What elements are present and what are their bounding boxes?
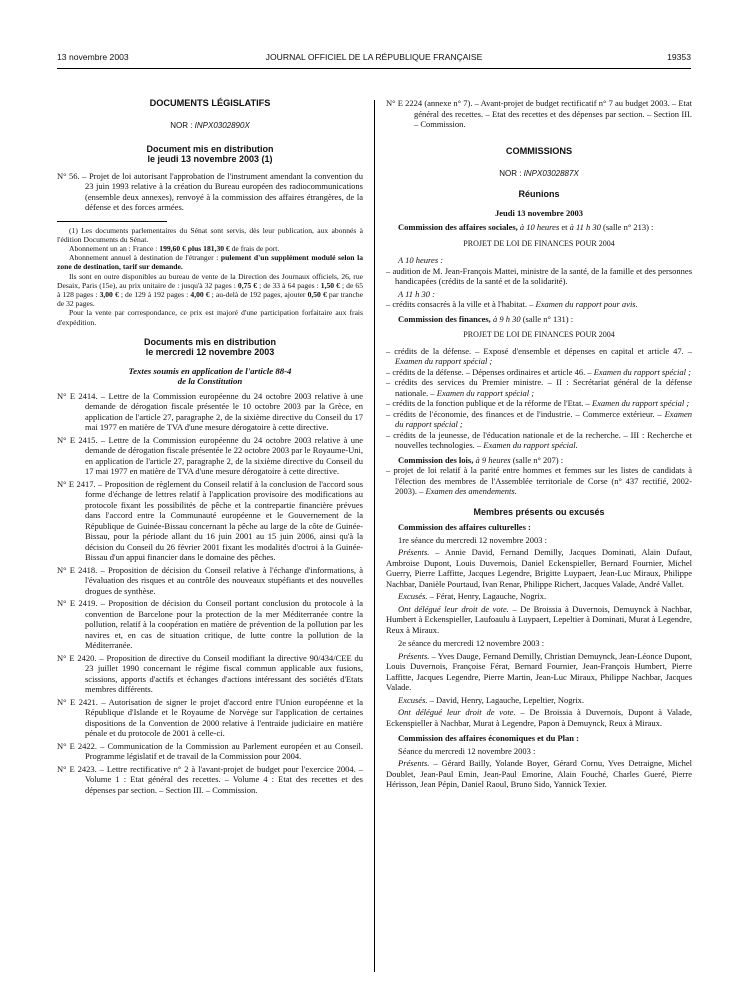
textes-heading-line: de la Constitution: [177, 375, 243, 386]
list-label: Excusés.: [398, 694, 428, 705]
commission-name: Commission des lois,: [398, 454, 476, 465]
distribution-heading-line: le mercredi 12 novembre 2003: [145, 347, 275, 358]
commission-affaires-sociales: [386, 222, 692, 233]
entry-text: Proposition de décision du Conseil relative à l'échange d'informations, à l'évaluation des risques et au contrôle des nouveaux stupéfiants et des nouvelles drogues de synthèse.: [85, 564, 364, 596]
agenda-item-text: – crédits consacrés à la ville et à l'habitat. –: [386, 299, 536, 309]
agenda-item: [386, 367, 692, 378]
list-label: Ont délégué leur droit de vote.: [398, 707, 516, 717]
agenda-item: [386, 465, 692, 497]
commission-lois: [386, 455, 692, 466]
header-date: 13 novembre 2003: [57, 52, 129, 62]
entry-text: Proposition de décision du Conseil portant conclusion du protocole à la convention de Barcelone pour la protection de la mer Méditerranée contre la pollution, relatif à la coopération en matière de prévention de la pollution par les navires et, en cas de situation critique, de lutte contre la pollution de la Méditerranée.: [85, 598, 364, 651]
meeting-date: Jeudi 13 novembre 2003: [495, 207, 583, 218]
presents-list: [386, 651, 692, 693]
agenda-item-note: Examen du rapport spécial ;: [591, 398, 690, 408]
agenda-item: [386, 346, 692, 367]
textes-heading-line: Textes soumis en application de l'article 88-4: [128, 365, 292, 376]
footnote-line: Pour la vente par correspondance, ce prix est majoré d'une participation forfaitaire aux frais d'expédition.: [57, 308, 363, 327]
entry-number: N° E 2414. –: [57, 390, 106, 401]
documents-legislatifs-title: DOCUMENTS LÉGISLATIFS: [149, 98, 271, 108]
entry-e2415: [57, 435, 363, 477]
list-label: Présents.: [398, 650, 430, 661]
entry-text: Lettre de la Commission européenne du 24 octobre 2003 relative à une demande de dérogation fiscale présentée le 10 octobre 2003 par la Grèce, en application de l'article 27, paragraphe 2, de la sixième directive du Conseil du 17 mai 1977 en matière de TVA d'une mesure dérogatoire à cette directive.: [85, 390, 364, 433]
delegue-list: [386, 604, 692, 636]
meeting-time: à 9 heures: [475, 454, 511, 465]
footnote-line: [57, 272, 363, 309]
footnote-price: 199,60 € plus 181,30 €: [159, 243, 230, 253]
agenda-item-note: Examen du rapport spécial ;: [436, 387, 535, 398]
distribution-heading-line: le jeudi 13 novembre 2003 (1): [147, 154, 273, 164]
footnote-text: Ils sont en outre disponibles au bureau de vente de la Direction des Journaux officiels, 26, rue Desaix, Paris (15e), au prix unitaire de : jusqu'à 32 pages :: [57, 271, 363, 290]
distribution-heading-line: Document mis en distribution: [146, 143, 274, 154]
agenda-item: [386, 398, 692, 409]
meeting-time: à 10 heures: [519, 222, 560, 232]
entry-text: Autorisation de signer le projet d'accord entre l'Union européenne et la République d'Islande et le Royaume de Norvège sur l'application de certaines dispositions de la Convention de 2000 relative à l'entraide judiciaire en matière pénale et du protocole de 2001 à celle-ci.: [85, 696, 363, 739]
entry-text: Communication de la Commission au Parlement européen et au Conseil. Programme législatif et de travail de la Commission pour 2004.: [85, 740, 363, 762]
entry-text: (annexe n° 7). – Avant-projet de budget rectificatif n° 7 au budget 2003. – Etat général des recettes. – Etat des recettes et des dépenses par section. – Section III. – Commission.: [414, 98, 693, 129]
list-label: Ont délégué leur droit de vote.: [398, 603, 509, 614]
footnote-price: 4,00 €: [190, 289, 210, 299]
footnote-rule: [57, 221, 167, 222]
agenda-item-note: Examen du rapport spécial ;: [395, 408, 692, 429]
time-label: [386, 289, 692, 300]
footnote-price: 0,75 €: [237, 280, 258, 290]
header-title: JOURNAL OFFICIEL DE LA RÉPUBLIQUE FRANÇAISE: [265, 52, 483, 62]
header-rule: [57, 68, 691, 69]
finances-agenda: [386, 346, 692, 451]
agenda-item-text: – crédits de la fonction publique et de la réforme de l'Etat. –: [386, 398, 592, 408]
footnote-bold: pulement d'un supplément modulé selon la zone de destination, tarif sur demande.: [57, 253, 363, 272]
nor-label: NOR :: [170, 121, 195, 130]
excuses-list: [386, 695, 692, 706]
entry-e2419: [57, 598, 363, 651]
footnote-text: ; de 33 à 64 pages :: [257, 280, 321, 290]
presents-list: [386, 547, 692, 589]
footnote-text: Abonnement annuel à destination de l'étranger :: [69, 253, 221, 263]
agenda-item: [386, 377, 692, 398]
list-label: Présents.: [398, 547, 430, 557]
entry-text: Proposition de directive du Conseil modifiant la directive 90/434/CEE du 23 juillet 1990 concernant le régime fiscal commun applicable aux fusions, scissions, apports d'actifs et échanges d'actions intéressant des sociétés d'Etats membres différents.: [85, 652, 364, 695]
right-column: [386, 98, 692, 790]
time-label-text: A 11 h 30 :: [398, 288, 435, 299]
agenda-item: [386, 409, 692, 430]
textes-soumis-heading: [57, 366, 363, 386]
entry-text: Lettre de la Commission européenne du 24 octobre 2003 relative à une demande de dérogation fiscale présentée le 22 octobre 2003 par le Royaume-Uni, en application de l'article 27, paragraphe 2, de la sixième directive du Conseil du 17 mai 1977 en matière de TVA d'une mesure dérogatoire à cette directive.: [85, 434, 364, 477]
agenda-item-text: – crédits de la jeunesse, de l'éducation nationale et de la recherche. – III : Recherche et nouvelles technologies. –: [386, 429, 692, 450]
footnote-line: [57, 253, 363, 271]
footnote-text: Abonnement un an : France :: [69, 243, 160, 253]
footnote-line: (1) Les documents parlementaires du Sénat sont servis, dès leur publication, aux abonnés à l'édition Documents du Sénat.: [57, 225, 363, 244]
entry-number: N° E 2224: [386, 98, 423, 108]
footnote-text: par tranche de 32 pages.: [57, 289, 363, 309]
list-names: – Gérard Bailly, Yolande Boyer, Gérard Cornu, Yves Detraigne, Michel Doublet, Jean-Paul Emin, Jean-Paul Emorine, Alain Fouché, Charles Gueré, Pierre Hérisson, Jean Pépin, Daniel Raoul, Bruno Sido, Yannick Texier.: [386, 758, 692, 789]
entry-text: Projet de loi autorisant l'approbation de l'instrument amendant la convention du 23 juin 1993 relative à la création du Bureau européen des radiocommunications (ensemble deux annexes), renvoyé à la commission des affaires étrangères, de la défense et des forces armées.: [85, 170, 364, 212]
entry-e2421: [57, 697, 363, 739]
plf-heading: PROJET DE LOI DE FINANCES POUR 2004: [463, 238, 615, 248]
commission-name: Commission des finances,: [398, 313, 493, 324]
column-divider: [374, 100, 375, 972]
presents-list: [386, 758, 692, 790]
footnote-price: 3,00 €: [99, 289, 119, 299]
time-label: [386, 255, 692, 266]
distribution-heading-2: [57, 337, 363, 358]
agenda-item: – audition de M. Jean-François Mattei, ministre de la santé, de la famille et des personnes handicapées (crédits de la santé et de la solidarité).: [386, 265, 692, 286]
footnote-price: 0,50 €: [307, 289, 327, 299]
entry-e2418: [57, 565, 363, 597]
entry-number: N° E 2422. –: [57, 740, 105, 751]
time-label-text: A 10 heures :: [398, 255, 444, 265]
list-label: Excusés.: [398, 591, 428, 601]
entry-number: N° E 2417. –: [57, 478, 103, 489]
list-names: – David, Henry, Lagauche, Lepeltier, Nogrix.: [427, 694, 585, 705]
entry-text: Lettre rectificative n° 2 à l'avant-projet de budget pour l'exercice 2004. – Volume 1 : Etat général des recettes. – Volume 4 : Etat des recettes et des dépenses par section. – Section III. – Commission.: [85, 763, 363, 795]
entry-e2420: [57, 653, 363, 695]
agenda-item-text: – crédits de l'économie, des finances et de l'industrie. – Commerce extérieur. –: [386, 408, 665, 419]
distribution-heading-1: [57, 144, 363, 165]
agenda-item-text: – crédits des services du Premier ministre. – II : Secrétariat général de la défense nationale. –: [386, 377, 692, 398]
delegue-list: [386, 707, 692, 728]
agenda-item-note: Examen des amendements.: [425, 486, 517, 496]
nor-label: NOR :: [499, 168, 524, 178]
agenda-item-text: – projet de loi relatif à la parité entre hommes et femmes sur les listes de candidats à l'élection des membres de l'Assemblée territoriale de Corse (n° 437 rectifié, 2002-2003). –: [386, 465, 692, 496]
entry-e2417: [57, 479, 363, 563]
nor-reference: [57, 121, 363, 132]
agenda-item-text: – crédits de la défense. – Dépenses ordinaires et article 46. –: [386, 366, 594, 377]
entry-e2422: [57, 741, 363, 762]
footnote-text: ; de 129 à 192 pages :: [118, 289, 191, 299]
header-page-number: 19353: [667, 52, 691, 62]
agenda-item-note: Examen du rapport spécial.: [483, 440, 578, 450]
entry-number: N° E 2420. –: [57, 652, 104, 663]
entry-number: N° 56. –: [57, 170, 87, 181]
agenda-item-note: Examen du rapport pour avis.: [535, 299, 638, 309]
footnote-line: [57, 244, 363, 253]
session-title: Séance du mercredi 12 novembre 2003 :: [398, 745, 536, 756]
commission-affaires-culturelles: Commission des affaires culturelles :: [398, 522, 531, 532]
session-title: 1re séance du mercredi 12 novembre 2003 :: [398, 534, 547, 545]
list-names: – De Broissia à Duvernois, Dupont à Valade, Eckenspieller à Nachbar, Murat à Legendre, Papon à Demuynck, Reux à Miraux.: [386, 707, 692, 728]
left-column: [57, 98, 363, 795]
commission-finances: [386, 314, 692, 325]
agenda-item: [386, 430, 692, 451]
room-text: (salle n° 207) :: [510, 454, 564, 465]
session-title: 2e séance du mercredi 12 novembre 2003 :: [398, 638, 545, 648]
reunions-heading: Réunions: [518, 189, 560, 199]
footnote-text: ; de 65 à 128 pages :: [57, 280, 363, 299]
list-names: – Férat, Henry, Lagauche, Nogrix.: [427, 591, 547, 601]
entry-text: Proposition de règlement du Conseil relatif à la conclusion de l'accord sous forme d'échange de lettres relatif à l'application provisoire des modifications au protocole fixant les possibilités de pêche et la contrepartie financière prévues dans l'accord entre la Communauté européenne et le Gouvernement de la République de Guinée-Bissau concernant la pêche au large de la côte de Guinée-Bissau, pour la période allant du 16 juin 2001 au 15 juin 2006, ainsi qu'à la décision du Conseil du 26 février 2001 fixant les modalités d'octroi à la Guinée-Bissau d'un appui financier dans le domaine des pêches.: [85, 478, 364, 563]
agenda-item: [386, 299, 692, 310]
room-text: (salle n° 213) :: [600, 222, 654, 232]
footnote-text: de frais de port.: [229, 243, 280, 253]
list-label: Présents.: [398, 758, 430, 768]
plf-heading: PROJET DE LOI DE FINANCES POUR 2004: [463, 330, 615, 339]
agenda-item-note: Examen du rapport spécial ;: [395, 356, 493, 366]
page-header: [57, 52, 691, 66]
agenda-item-note: Examen du rapport spécial ;: [593, 366, 691, 377]
entry-e2423: [57, 764, 363, 796]
footnote-block: [57, 226, 363, 327]
commissions-title: COMMISSIONS: [505, 145, 573, 156]
nor-reference: [386, 169, 692, 180]
list-names: – Yves Dauge, Fernand Demilly, Christian Demuynck, Jean-Léonce Dupont, Louis Duvernois, Françoise Férat, Bernard Fournier, Jean-François Humbert, Pierre Laffitte, Jacques Legendre, Pierre Martin, Jean-Luc Miraux, Philippe Nachbar, Jacques Valade.: [386, 650, 692, 692]
commission-affaires-economiques: Commission des affaires économiques et du Plan :: [398, 733, 579, 743]
room-text: (salle n° 131) :: [520, 313, 574, 324]
footnote-price: 1,50 €: [320, 280, 340, 290]
meeting-time: à 11 h 30: [569, 222, 601, 232]
entry-n56: [57, 171, 363, 213]
entry-number: N° E 2415. –: [57, 434, 106, 445]
entry-number: N° E 2421. –: [57, 696, 106, 707]
list-names: – De Broissia à Duvernois, Demuynck à Nachbar, Humbert à Eckenspieller, Laufoaulu à Luypaert, Lepeltier à Dominati, Murat à Legendre, Reux à Miraux.: [386, 603, 692, 635]
connector-text: et: [559, 222, 570, 232]
agenda-item-text: – crédits de la défense. – Exposé d'ensemble et dépenses en capital et article 47. –: [386, 345, 692, 356]
entry-e2224: [386, 98, 692, 130]
entry-e2414: [57, 391, 363, 433]
excuses-list: [386, 591, 692, 602]
commission-name: Commission des affaires sociales,: [398, 222, 520, 232]
distribution-heading-line: Documents mis en distribution: [143, 336, 276, 347]
meeting-time: à 9 h 30: [492, 313, 521, 324]
nor-code: INPX0302890X: [194, 121, 250, 130]
nor-code: INPX0302887X: [523, 168, 579, 178]
footnote-text: ; au-delà de 192 pages, ajouter: [209, 289, 308, 299]
entry-number: N° E 2419. –: [57, 598, 106, 609]
list-names: – Annie David, Fernand Demilly, Jacques Dominati, Alain Dufaut, Ambroise Dupont, Louis Duvernois, Daniel Eckenspieller, Bernard Fournier, Michel Guerry, Pierre Laffitte, Jacques Legendre, Brigitte Luypaert, Jean-Luc Miraux, Philippe Nachbar, Danièle Pourtaud, Ivan Renar, Philippe Richert, Jacques Valade, André Vallet.: [386, 547, 692, 589]
entry-number: N° E 2418. –: [57, 564, 105, 575]
entry-number: N° E 2423. –: [57, 763, 104, 774]
membres-heading: Membres présents ou excusés: [473, 506, 605, 517]
